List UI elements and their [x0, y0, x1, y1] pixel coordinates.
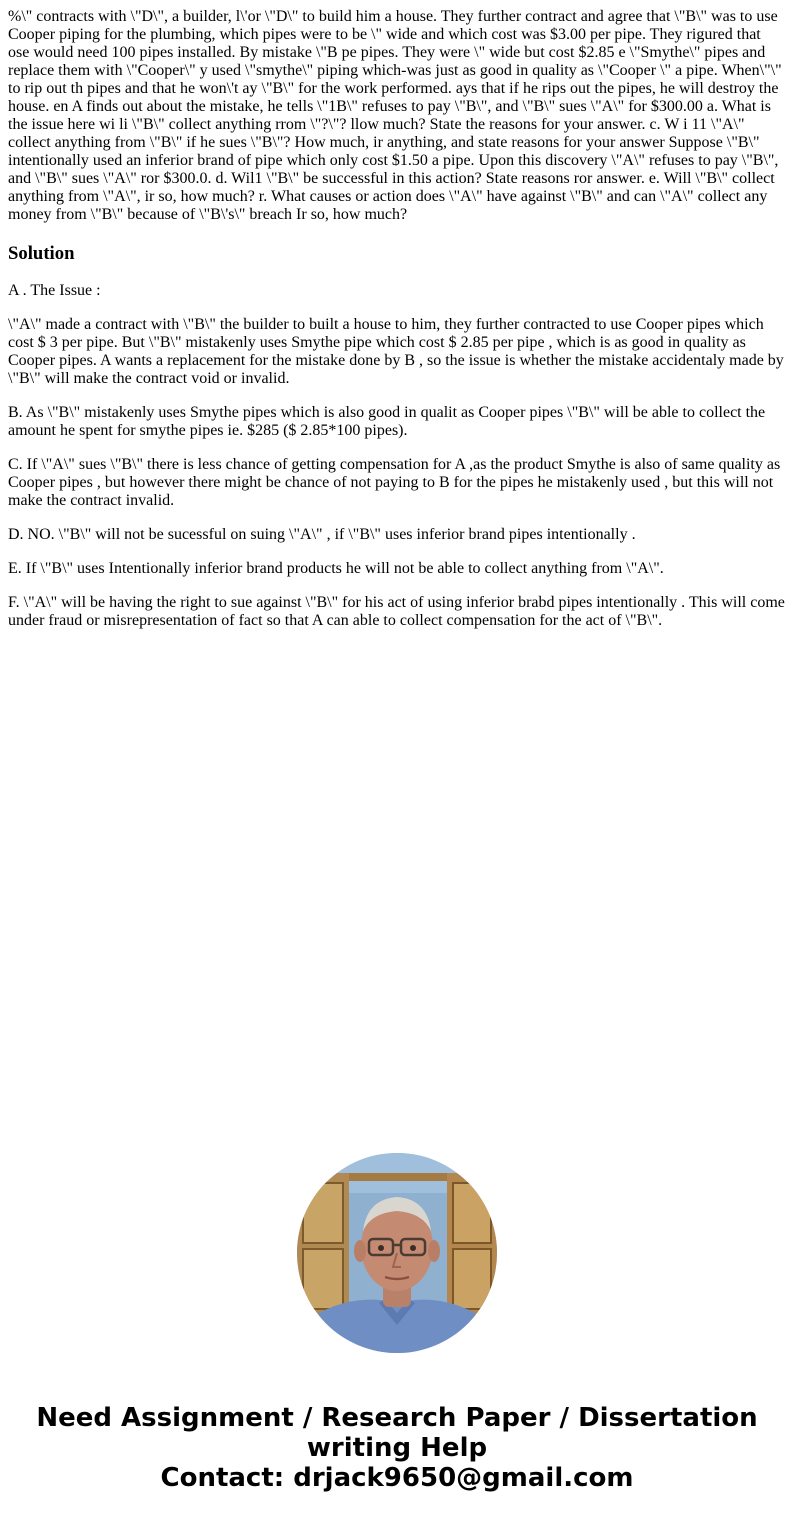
answer-b: B. As \"B\" mistakenly uses Smythe pipes which is also good in qualit as Cooper pipes \"B\" will be able to collect the amount he spent for smythe pipes ie. $285 ($ 2.85*100 pipes).: [8, 404, 766, 439]
answer-f: F. \"A\" will be having the right to sue against \"B\" for his act of using inferior brabd pipes intentionally . This will come under fraud or misrepresentation of fact so that A can able to collect compensation for the act of \"B\".: [8, 594, 785, 629]
answer-c: C. If \"A\" sues \"B\" there is less chance of getting compensation for A ,as the product Smythe is also of same quality as Cooper pipes , but however there might be chance of not paying to B for the pipes he mistakenly used , but this will not make the contract invalid.: [8, 456, 781, 509]
promo-line-2: writing Help: [306, 1433, 488, 1463]
answer-issue-text: \"A\" made a contract with \"B\" the builder to built a house to him, they further contracted to use Cooper pipes which cost $ 3 per pipe. But \"B\" mistakenly uses Smythe pipe which cost $ 2.85 per pipe , which is as good in quality as Cooper pipes. A wants a replacement for the mistake done by B , so the issue is whether the mistake accidentaly made by \"B\" will make the contract void or invalid.: [8, 316, 784, 387]
document-body: [8, 8, 786, 630]
promo-banner: [0, 1403, 794, 1493]
promo-line-1: Need Assignment / Research Paper / Dissertation: [36, 1403, 758, 1433]
answer-e: E. If \"B\" uses Intentionally inferior brand products he will not be able to collect anything from \"A\".: [8, 560, 664, 577]
solution-heading: Solution: [8, 243, 75, 264]
tutor-avatar: [297, 1153, 497, 1353]
question-text: %\" contracts with \"D\", a builder, l\'or \"D\" to build him a house. They further contract and agree that \"B\" was to use Cooper piping for the plumbing, which pipes were to be \" wide and which cost was $3.00 per pipe. They rigured that ose would need 100 pipes installed. By mistake \"B pe pipes. They were \" wide but cost $2.85 e \"Smythe\" pipes and replace them with \"Cooper\" y used \"smythe\" piping which-was just as good in quality as \"Cooper \" a pipe. When\"\" to rip out th pipes and that he won\'t ay \"B\" for the work performed. ays that if he rips out the pipes, he will destroy the house. en A finds out about the mistake, he tells \"1B\" refuses to pay \"B\", and \"B\" sues \"A\" for $300.00 a. What is the issue here wi li \"B\" collect anything rrom \"?\"? llow much? State the reasons for your answer. c. W i 11 \"A\" collect anything from \"B\" if he sues \"B\"? How much, ir anything, and state reasons for your answer Suppose \"B\" intentionally used an inferior brand of pipe which only cost $1.50 a pipe. Upon this discovery \"A\" refuses to pay \"B\", and \"B\" sues \"A\" ror $300.0. d. Wil1 \"B\" be successful in this action? State reasons ror answer. e. Will \"B\" collect anything from \"A\", ir so, how much? r. What causes or action does \"A\" have against \"B\" and can \"A\" collect any money from \"B\" because of \"B\'s\" breach Ir so, how much?: [8, 8, 782, 223]
answer-issue-label: A . The Issue :: [8, 282, 101, 299]
contact-email: Contact: drjack9650@gmail.com: [160, 1463, 634, 1493]
answer-d: D. NO. \"B\" will not be sucessful on suing \"A\" , if \"B\" uses inferior brand pipes intentionally .: [8, 526, 636, 543]
